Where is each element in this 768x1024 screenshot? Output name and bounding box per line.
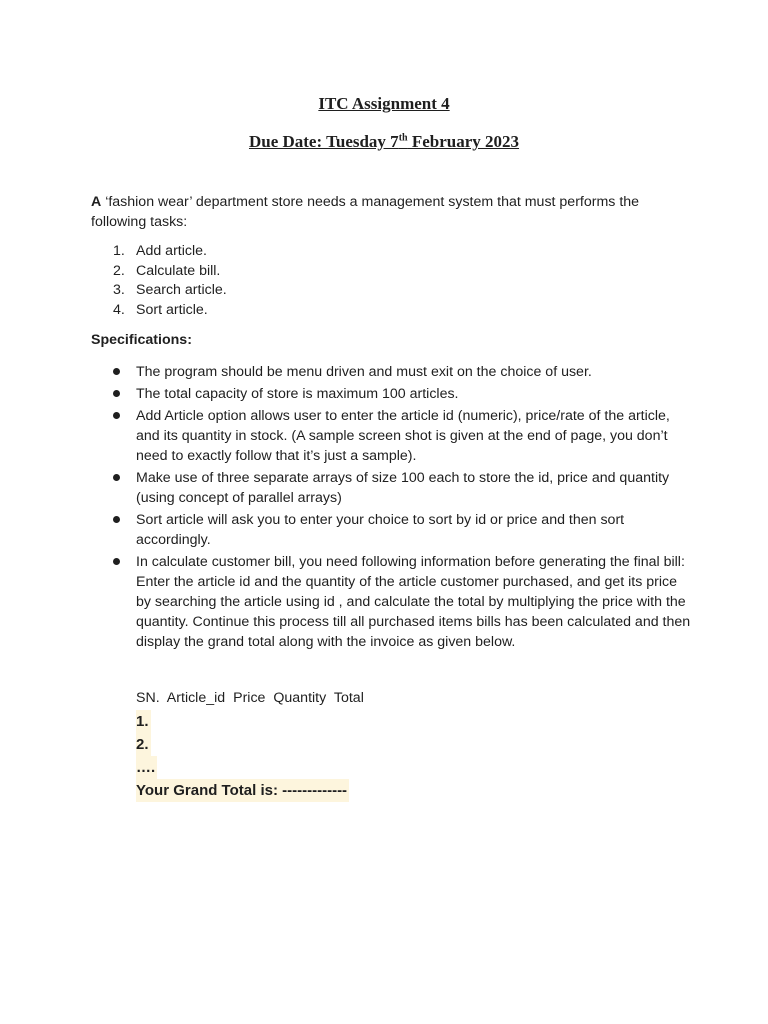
task-item bbox=[91, 242, 227, 262]
task-item bbox=[91, 301, 227, 321]
due-date bbox=[0, 132, 768, 152]
task-number: 4. bbox=[113, 301, 125, 318]
assignment-title: ITC Assignment 4 bbox=[318, 94, 450, 113]
bill-detail-text: Enter the article id and the quantity of the article customer purchased, and get its price by searching the article using id , and calculate the total by multiplying the price with the quantity. Continue this process till all purchased items bills has been calculated and then display the grand total along with the invoice as given below. bbox=[136, 574, 691, 650]
intro-text: ‘fashion wear’ department store needs a management system that must performs the following tasks: bbox=[91, 194, 640, 230]
invoice-row: 2. bbox=[136, 733, 151, 756]
invoice-row: …. bbox=[136, 756, 157, 779]
due-date-sup: th bbox=[398, 132, 408, 144]
task-list bbox=[91, 242, 227, 320]
task-item bbox=[91, 262, 227, 282]
spec-item bbox=[91, 552, 691, 652]
task-text: Add article. bbox=[136, 243, 207, 259]
spec-list bbox=[91, 362, 691, 654]
invoice-row: 1. bbox=[136, 710, 151, 733]
invoice-sample bbox=[136, 688, 364, 802]
task-number: 2. bbox=[113, 262, 125, 279]
task-item bbox=[91, 281, 227, 301]
spec-item: The total capacity of store is maximum 100 articles. bbox=[91, 384, 691, 404]
spec-item: Make use of three separate arrays of size 100 each to store the id, price and quantity (using concept of parallel arrays) bbox=[91, 468, 691, 508]
spec-item-text: In calculate customer bill, you need following information before generating the final bill: bbox=[136, 554, 685, 570]
grand-total: Your Grand Total is: ------------- bbox=[136, 779, 349, 802]
task-text: Calculate bill. bbox=[136, 262, 221, 279]
task-number: 3. bbox=[113, 282, 125, 298]
invoice-header: SN. Article_id Price Quantity Total bbox=[136, 690, 364, 706]
task-number: 1. bbox=[113, 243, 125, 259]
intro-paragraph bbox=[91, 192, 691, 232]
task-text: Search article. bbox=[136, 282, 227, 298]
spec-item: The program should be menu driven and must exit on the choice of user. bbox=[91, 362, 691, 382]
spec-item: Sort article will ask you to enter your choice to sort by id or price and then sort accordingly. bbox=[91, 510, 691, 550]
due-date-prefix: Due Date: Tuesday 7 bbox=[248, 132, 399, 151]
specifications-heading: Specifications: bbox=[91, 332, 192, 348]
task-text: Sort article. bbox=[136, 301, 208, 318]
intro-bold: A bbox=[91, 194, 102, 210]
spec-item: Add Article option allows user to enter the article id (numeric), price/rate of the article, and its quantity in stock. (A sample screen shot is given at the end of page, you don’t need to exactly follow that it’s just a sample). bbox=[91, 406, 691, 466]
due-date-suffix: February 2023 bbox=[407, 132, 520, 151]
